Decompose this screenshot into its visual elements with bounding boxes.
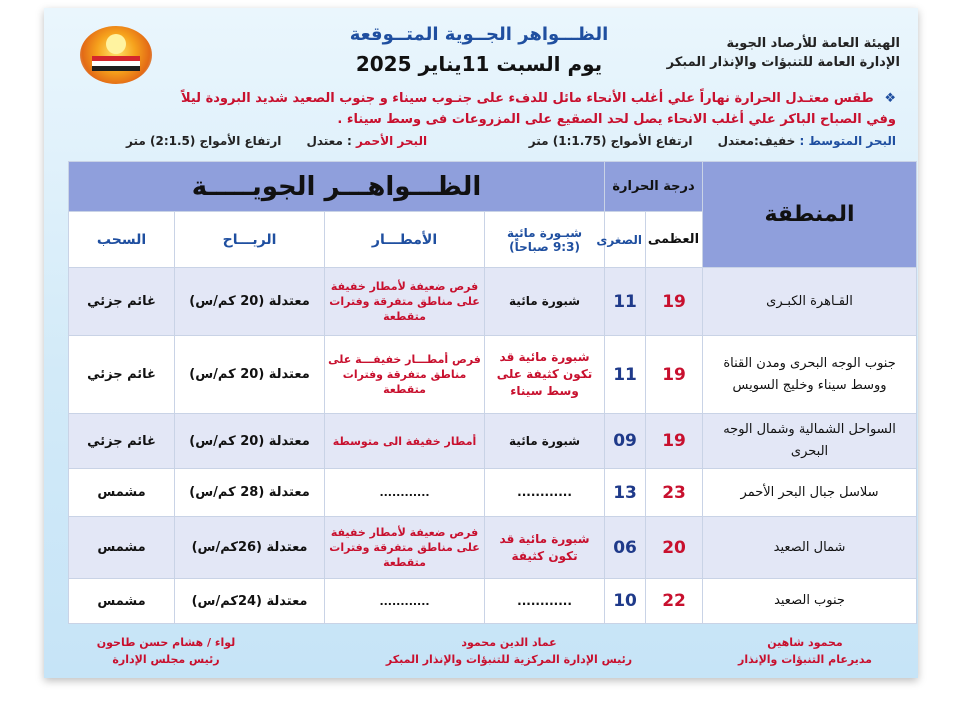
rain-cell: فرص ضعيفة لأمطار خفيفة على مناطق متفرقة وفترات متقطعة (325, 268, 485, 336)
fog-cell: شبورة مائية (485, 414, 605, 469)
table-row (69, 579, 917, 624)
signature-central-director (344, 634, 674, 668)
region-cell: القـاهرة الكبـرى (703, 268, 917, 336)
ema-logo-icon (80, 26, 152, 84)
bullet-icon: ❖ (884, 91, 896, 106)
org-line-2: الإدارة العامة للتنبؤات والإنذار المبكر (666, 55, 900, 70)
description-line-1: طقس معتـدل الحرارة نهاراً علي أغلب الأنحاء مائل للدفء على جنـوب سيناء و جنوب الصعيد شديد البرودة ليلاً (180, 91, 874, 106)
cloud-cell: مشمس (69, 517, 175, 579)
forecast-sheet (44, 8, 918, 678)
signature-title: رئيس مجلس الإدارة (112, 653, 220, 666)
table-row (69, 414, 917, 469)
header-phenomena: الظـــواهـــر الجويـــــة (69, 162, 605, 212)
header-rain: الأمطـــار (325, 212, 485, 268)
region-cell: سلاسل جبال البحر الأحمر (703, 469, 917, 517)
cloud-cell: غائم جزئي (69, 336, 175, 414)
forecast-date: يوم السبت 11يناير 2025 (355, 52, 603, 76)
table-row (69, 268, 917, 336)
org-line-1: الهيئة العامة للأرصاد الجوية (726, 36, 900, 51)
wind-cell: معتدلة (20 كم/س) (175, 268, 325, 336)
max-temp-cell: 19 (646, 414, 703, 469)
min-temp-cell: 11 (605, 268, 646, 336)
header-fog (485, 212, 605, 268)
min-temp-cell: 11 (605, 336, 646, 414)
min-temp-cell: 10 (605, 579, 646, 624)
max-temp-cell: 19 (646, 268, 703, 336)
forecast-table (68, 161, 917, 624)
header-wind: الريـــاح (175, 212, 325, 268)
wind-cell: معتدلة (24كم/س) (175, 579, 325, 624)
med-sea-waves: ارتفاع الأمواج (1:1.75) متر (528, 134, 693, 148)
fog-cell: شبورة مائية قد تكون كثيفة على وسط سيناء (485, 336, 605, 414)
page-title: الظـــواهر الجــوية المتــوقعة (349, 24, 609, 45)
fog-cell: شبورة مائية قد تكون كثيفة (485, 517, 605, 579)
min-temp-cell: 13 (605, 469, 646, 517)
fog-cell: ............ (485, 469, 605, 517)
signature-forecast-director (710, 634, 900, 668)
header-fog-time: (9:3 صباحاً) (509, 239, 580, 254)
organization-header (667, 34, 900, 72)
wind-cell: معتدلة (26كم/س) (175, 517, 325, 579)
med-sea-value: خفيف:معتدل (717, 134, 796, 148)
wind-cell: معتدلة (20 كم/س) (175, 336, 325, 414)
rain-cell: أمطار خفيفة الى متوسطة (325, 414, 485, 469)
mediterranean-sea-status (529, 134, 896, 148)
max-temp-cell: 22 (646, 579, 703, 624)
rain-cell: فرص أمطـــار خفيفـــة على مناطق متفرقة وفترات متقطعة (325, 336, 485, 414)
cloud-cell: غائم جزئي (69, 414, 175, 469)
signature-name: عماد الدين محمود (461, 636, 557, 649)
fog-cell: شبورة مائية (485, 268, 605, 336)
rain-cell: ............ (325, 579, 485, 624)
max-temp-cell: 23 (646, 469, 703, 517)
max-temp-cell: 20 (646, 517, 703, 579)
rain-cell: ............ (325, 469, 485, 517)
header-fog-label: شبـورة مائية (506, 225, 583, 240)
region-cell: شمال الصعيد (703, 517, 917, 579)
header-temperature: درجة الحرارة (605, 162, 703, 212)
fog-cell: ............ (485, 579, 605, 624)
med-sea-label: البحر المتوسط : (799, 134, 896, 148)
wind-cell: معتدلة (20 كم/س) (175, 414, 325, 469)
signature-title: رئيس الإدارة المركزية للتنبؤات والإنذار المبكر (385, 653, 633, 666)
region-cell: جنوب الوجه البحرى ومدن القناة ووسط سيناء وخليج السويس (703, 336, 917, 414)
signature-name: لواء / هشام حسن طاحون (96, 636, 236, 649)
table-row (69, 469, 917, 517)
description-line-2: وفي الصباح الباكر علي أغلب الانحاء يصل لحد الصقيع على المزروعات فى وسط سيناء . (337, 112, 896, 127)
header-region: المنطقة (703, 162, 917, 268)
weather-description (76, 88, 896, 130)
header-clouds: السحب (69, 212, 175, 268)
min-temp-cell: 09 (605, 414, 646, 469)
table-row (69, 336, 917, 414)
signature-board-chairman (66, 634, 266, 668)
red-sea-waves: ارتفاع الأمواج (2:1.5) متر (126, 134, 282, 148)
signature-name: محمود شاهين (767, 636, 843, 649)
region-cell: السواحل الشمالية وشمال الوجه البحرى (703, 414, 917, 469)
wind-cell: معتدلة (28 كم/س) (175, 469, 325, 517)
header-min: الصغرى (605, 212, 646, 268)
cloud-cell: مشمس (69, 579, 175, 624)
red-sea-value: : معتدل (306, 134, 352, 148)
signature-title: مديرعام التنبؤات والإنذار (738, 653, 872, 666)
red-sea-label: البحر الأحمر (356, 134, 428, 148)
region-cell: جنوب الصعيد (703, 579, 917, 624)
max-temp-cell: 19 (646, 336, 703, 414)
cloud-cell: غائم جزئي (69, 268, 175, 336)
table-row (69, 517, 917, 579)
red-sea-status (126, 134, 427, 148)
cloud-cell: مشمس (69, 469, 175, 517)
header-max: العظمى (646, 212, 703, 268)
rain-cell: فرص ضعيفة لأمطار خفيفة على مناطق متفرقة وفترات متقطعة (325, 517, 485, 579)
min-temp-cell: 06 (605, 517, 646, 579)
